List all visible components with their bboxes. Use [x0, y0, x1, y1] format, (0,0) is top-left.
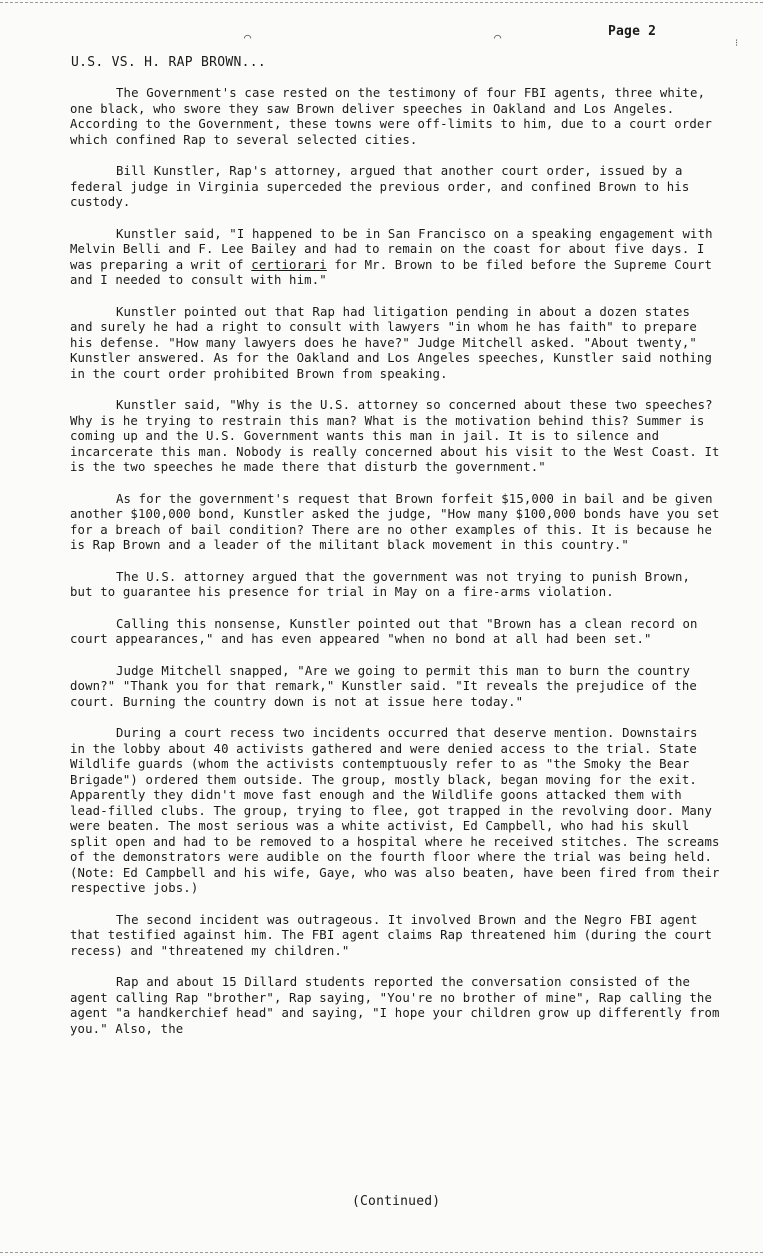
paragraph: Rap and about 15 Dillard students reported the conversation consisted of the agent calling Rap "brother", Rap saying, "You're no brother of mine", Rap calling the agent "a handkerchief head" and saying, "I hope your children grow up differently from you." Also, the	[70, 975, 720, 1036]
paragraph: Kunstler pointed out that Rap had litigation pending in about a dozen states and surely he had a right to consult with lawyers "in whom he has faith" to prepare his defense. "How many lawyers does he have?" Judge Mitchell asked. "About twenty," Kunstler answered. As for the Oakland and Los Angeles speeches, Kunstler said nothing in the court order prohibited Brown from speaking.	[70, 304, 713, 381]
top-dashed-border	[0, 2, 763, 3]
scan-mark: ⌒	[244, 30, 252, 44]
paragraph: The U.S. attorney argued that the government was not trying to punish Brown, but to guarantee his presence for trial in May on a fire-arms violation.	[70, 569, 691, 599]
paragraph: As for the government's request that Brown forfeit $15,000 in bail and be given another $100,000 bond, Kunstler asked the judge, "How many $100,000 bonds have you set for a breach of bail condition? There are no other examples of this. It is because he is Rap Brown and a leader of the militant black movement in this country."	[70, 491, 720, 552]
article-body	[70, 86, 720, 1053]
paragraph-text: Kunstler said, "I happened to be in San Francisco on a speaking engagement with Melvin Belli and F. Lee Bailey and had to remain on the coast for about five days. I was preparing a writ of	[70, 226, 713, 272]
paragraph: Calling this nonsense, Kunstler pointed out that "Brown has a clean record on court appearances," and has even appeared "when no bond at all had been set."	[70, 616, 698, 646]
paragraph: Judge Mitchell snapped, "Are we going to permit this man to burn the country down?" "Thank you for that remark," Kunstler said. "It reveals the prejudice of the court. Burning the country down is not at issue here today."	[70, 663, 697, 709]
paragraph: Bill Kunstler, Rap's attorney, argued that another court order, issued by a federal judge in Virginia superceded the previous order, and confined Brown to his custody.	[70, 164, 690, 209]
paragraph: The Government's case rested on the testimony of four FBI agents, three white, one black, who swore they saw Brown deliver speeches in Oakland and Los Angeles. According to the Government, these towns were off-limits to him, due to a court order which confined Rap to several selected cities.	[70, 86, 713, 147]
scan-mark: ⌒	[494, 30, 502, 44]
paragraph: Kunstler said, "Why is the U.S. attorney so concerned about these two speeches? Why is he trying to restrain this man? What is the motivation behind this? Summer is coming up and the U.S. Government wants this man in jail. It is to silence and incarcerate this man. Nobody is really concerned about his visit to the West Coast. It is the two speeches he made there that disturb the government."	[70, 398, 720, 474]
bottom-dashed-border	[0, 1252, 763, 1253]
underlined-term: certiorari	[251, 257, 327, 272]
continued-label: (Continued)	[352, 1194, 441, 1209]
paragraph: During a court recess two incidents occurred that deserve mention. Downstairs in the lobby about 40 activists gathered and were denied access to the trial. State Wildlife guards (whom the activists contemptuously refer to as "the Smoky the Bear Brigade") ordered them outside. The group, mostly black, began moving for the exit. Apparently they didn't move fast enough and the Wildlife goons attacked them with lead-filled clubs. The group, trying to flee, got trapped in the revolving door. Many were beaten. The most serious was a white activist, Ed Campbell, who had his skull split open and had to be removed to a hospital where he received stitches. The screams of the demonstrators were audible on the fourth floor where the trial was being held. (Note: Ed Campbell and his wife, Gaye, who was also beaten, have been fired from their respective jobs.)	[70, 726, 720, 895]
page-number: Page 2	[608, 24, 657, 39]
paragraph: The second incident was outrageous. It involved Brown and the Negro FBI agent that testified against him. The FBI agent claims Rap threatened him (during the court recess) and "threatened my children."	[70, 912, 713, 958]
paragraph	[70, 227, 720, 289]
paragraph-text: for Mr. Brown to be filed before the Supreme Court and I needed to consult with him."	[70, 257, 713, 287]
scan-mark: ⁝	[735, 38, 739, 49]
article-heading: U.S. VS. H. RAP BROWN...	[71, 55, 267, 70]
